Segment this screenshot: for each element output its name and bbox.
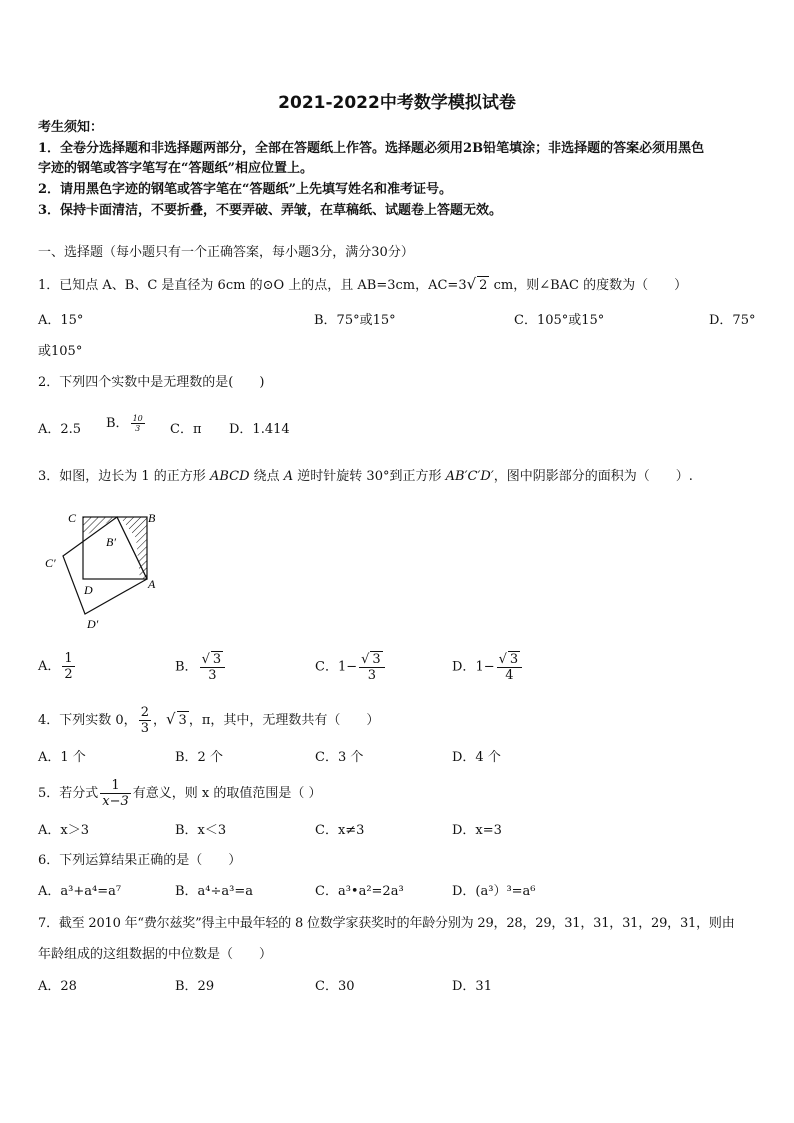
- notice-item-1: 1．全卷分选择题和非选择题两部分，全部在答题纸上作答。选择题必须用2B铅笔填涂；非选择题的答案必须用黑色: [38, 141, 705, 156]
- q6-option-d: D．(a³）³=a⁶: [452, 884, 536, 899]
- section-heading: 一、选择题（每小题只有一个正确答案，每小题3分，满分30分）: [38, 245, 414, 260]
- q4-option-d: D．4 个: [452, 750, 501, 765]
- q3-point: A: [283, 469, 294, 484]
- q1-option-d: D．75°: [709, 313, 756, 328]
- q4-option-b: B．2 个: [175, 750, 223, 765]
- q1-option-c: C．105°或15°: [514, 313, 605, 328]
- q4-stem-c: ，π，其中，无理数共有（ ）: [188, 713, 380, 728]
- q2-option-b: [106, 414, 147, 433]
- label-a: A: [148, 577, 156, 591]
- question-2-stem: 2．下列四个实数中是无理数的是( ): [38, 375, 265, 390]
- question-5-stem: [38, 778, 322, 809]
- q3-a-fraction: [62, 651, 74, 682]
- q3-d-sqrt-arg: 3: [509, 652, 519, 667]
- q5-frac-num: 1: [100, 778, 131, 794]
- q1-option-a: A．15°: [38, 313, 84, 328]
- q4-option-a: A．1 个: [38, 750, 86, 765]
- q2-option-b-label: B．: [106, 416, 129, 431]
- q3-square-2: AB′C′D′: [445, 469, 494, 484]
- q7-option-a: A．28: [38, 979, 77, 994]
- q3-c-sqrt-arg: 3: [372, 652, 381, 667]
- rotated-squares-figure: [40, 505, 170, 635]
- q3-stem-d: ，图中阴影部分的面积为（ ）.: [493, 469, 693, 484]
- q3-a-den: 2: [64, 667, 73, 682]
- q4-stem-a: 4．下列实数 0，: [38, 713, 137, 728]
- q3-b-den: 3: [208, 668, 217, 683]
- q3-c-fraction: [359, 651, 385, 683]
- q3-option-a: [38, 651, 77, 682]
- q3-b-fraction: [200, 651, 226, 683]
- q4-frac-num: 2: [140, 705, 149, 720]
- q1-option-b: B．75°或15°: [314, 313, 396, 328]
- q3-d-fraction: [497, 651, 523, 683]
- q2-option-c: C．π: [170, 422, 202, 437]
- q4-frac-den: 3: [140, 721, 149, 736]
- q3-d-num: √ 3: [497, 651, 523, 668]
- question-3-stem: [38, 468, 693, 486]
- question-6-stem: 6．下列运算结果正确的是（ ）: [38, 853, 242, 868]
- q1-stem-a: 1．已知点 A、B、C 是直径为 6cm 的⊙O 上的点，且 AB=3cm，AC=3: [38, 278, 467, 293]
- q1-stem-b: cm，则∠BAC 的度数为（ ）: [489, 278, 688, 293]
- question-4-stem: [38, 705, 379, 736]
- q6-option-a: A．a³+a⁴=a⁷: [38, 884, 122, 899]
- q3-c-den: 3: [367, 668, 377, 683]
- q2-option-a: A．2.5: [38, 422, 82, 437]
- q2-frac-den: 3: [135, 424, 141, 433]
- q3-option-b: [175, 651, 227, 683]
- q6-option-c: C．a³•a²=2a³: [315, 884, 404, 899]
- label-c-prime: C′: [45, 556, 56, 570]
- q2-option-d: D．1.414: [229, 422, 290, 437]
- q5-option-a: A．x＞3: [38, 823, 89, 838]
- q4-stem-b: ，: [152, 713, 166, 728]
- q1-sqrt-arg: 2: [479, 278, 488, 293]
- q3-option-d-label: D．: [452, 659, 476, 675]
- q3-c-num: √ 3: [359, 651, 385, 668]
- q3-stem-b: 绕点: [249, 469, 284, 484]
- q4-sqrt-arg: 3: [178, 713, 187, 728]
- q3-stem-a: 3．如图，边长为 1 的正方形: [38, 469, 210, 484]
- q7-option-c: C．30: [315, 979, 355, 994]
- notice-item-1-cont: 字迹的钢笔或答字笔写在“答题纸”相应位置上。: [38, 161, 313, 176]
- q2-frac-num: 10: [132, 414, 143, 423]
- q5-option-b: B．x＜3: [175, 823, 227, 838]
- question-7-stem-line-1: 7．截至 2010 年“费尔兹奖”得主中最年轻的 8 位数学家获奖时的年龄分别为 29，28，29，31，31，31，29，31，则由: [38, 916, 735, 931]
- notice-item-3: 3．保持卡面清洁，不要折叠，不要弄破、弄皱，在草稿纸、试题卷上答题无效。: [38, 203, 503, 218]
- q3-option-d: [452, 651, 524, 683]
- q3-d-prefix: 1−: [475, 659, 495, 675]
- question-7-stem-line-2: 年龄组成的这组数据的中位数是（ ）: [38, 947, 273, 962]
- label-c: C: [68, 511, 77, 525]
- notice-heading: 考生须知：: [38, 120, 104, 135]
- q3-option-b-label: B．: [175, 659, 198, 675]
- q5-frac-den: x−3: [102, 794, 129, 809]
- sqrt-symbol: √: [466, 275, 477, 293]
- q3-stem-c: 逆时针旋转 30°到正方形: [293, 469, 446, 484]
- q3-c-prefix: 1−: [337, 659, 358, 675]
- q3-option-c: [315, 651, 387, 683]
- label-b: B: [148, 511, 156, 525]
- q7-option-b: B．29: [175, 979, 215, 994]
- label-b-prime: B′: [106, 535, 116, 549]
- q3-a-num: 1: [64, 651, 73, 666]
- q5-stem-a: 5．若分式: [38, 786, 99, 801]
- sqrt-symbol: √: [165, 710, 176, 728]
- q5-option-c: C．x≠3: [315, 823, 365, 838]
- q3-option-c-label: C．: [315, 659, 338, 675]
- q7-option-d: D．31: [452, 979, 492, 994]
- label-d: D: [84, 583, 93, 597]
- label-d-prime: D′: [87, 617, 99, 631]
- question-1-stem: [38, 275, 687, 295]
- q1-option-d-wrap: 或105°: [38, 344, 83, 359]
- q3-b-sqrt-arg: 3: [212, 652, 222, 667]
- q3-b-num: √ 3: [200, 651, 226, 668]
- q6-option-b: B．a⁴÷a³=a: [175, 884, 254, 899]
- q4-fraction: [139, 705, 151, 736]
- notice-item-2: 2．请用黑色字迹的钢笔或答字笔在“答题纸”上先填写姓名和准考证号。: [38, 182, 453, 197]
- q4-option-c: C．3 个: [315, 750, 364, 765]
- q5-option-d: D．x=3: [452, 823, 502, 838]
- page-title: 2021-2022中考数学模拟试卷: [278, 93, 516, 113]
- q3-d-den: 4: [505, 668, 514, 683]
- q3-square-1: ABCD: [209, 469, 250, 484]
- q5-stem-b: 有意义，则 x 的取值范围是（ ）: [132, 786, 322, 801]
- q5-fraction: [100, 778, 131, 809]
- q2-fraction: [131, 414, 145, 433]
- q3-option-a-label: A．: [38, 659, 61, 674]
